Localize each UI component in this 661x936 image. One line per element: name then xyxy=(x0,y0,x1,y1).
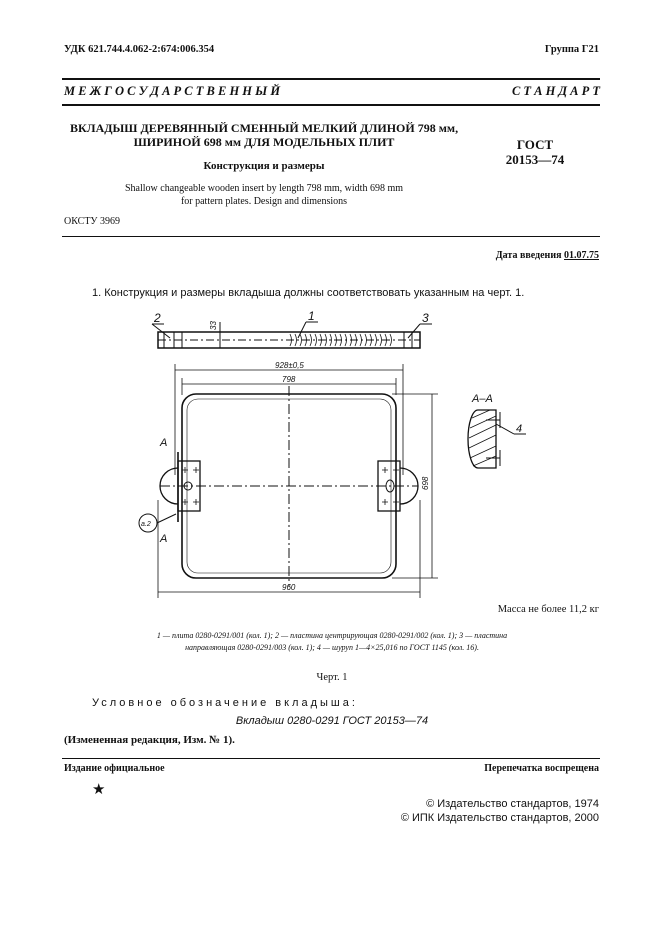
intro-date-label: Дата введения xyxy=(495,250,562,261)
dimension-928: 928±0,5 xyxy=(275,361,304,370)
section-mark-bottom: А xyxy=(160,533,168,545)
header-bottom-rule xyxy=(62,236,600,237)
technical-drawing xyxy=(130,300,550,605)
amendment-note: (Измененная редакция, Изм. № 1). xyxy=(64,734,235,746)
copyright-1974: © Издательство стандартов, 1974 xyxy=(426,798,599,810)
designation-label: Условное обозначение вкладыша: xyxy=(92,697,358,709)
callout-1: 1 xyxy=(308,309,315,323)
callout-3: 3 xyxy=(422,311,429,325)
okstu-code: ОКСТУ 3969 xyxy=(64,216,121,227)
gost-label: ГОСТ xyxy=(516,137,554,152)
callout-2: 2 xyxy=(154,311,161,325)
banner-word-1: М Е Ж Г О С У Д А Р С Т В Е Н Н Ы Й xyxy=(64,84,281,98)
section-mark-top: А xyxy=(160,437,168,449)
dimension-960: 960 xyxy=(282,583,296,592)
group-code: Группа Г21 xyxy=(544,44,599,55)
figure-caption: Черт. 1 xyxy=(316,672,348,683)
document-title xyxy=(64,121,464,149)
gost-code: 20153—74 xyxy=(505,152,565,167)
banner-bottom-rule xyxy=(62,104,600,106)
footer-rule xyxy=(62,758,600,759)
detail-mark: а.2 xyxy=(141,521,151,528)
drawing-legend xyxy=(64,630,600,654)
introduction-date xyxy=(496,250,599,261)
side-view xyxy=(152,309,432,348)
plan-view xyxy=(139,386,418,586)
title-line-1: ВКЛАДЫШ ДЕРЕВЯННЫЙ СМЕННЫЙ МЕЛКИЙ ДЛИНОЙ 798 мм, xyxy=(69,121,459,135)
dimension-698: 698 xyxy=(421,476,430,490)
gost-number xyxy=(500,137,570,167)
dimension-798: 798 xyxy=(282,375,296,384)
title-line-2: ШИРИНОЙ 698 мм ДЛЯ МОДЕЛЬНЫХ ПЛИТ xyxy=(133,135,395,149)
section-title: А–А xyxy=(472,393,493,405)
star-icon: ★ xyxy=(92,782,106,798)
document-subtitle: Конструкция и размеры xyxy=(203,160,325,172)
copyright-2000: © ИПК Издательство стандартов, 2000 xyxy=(400,812,599,824)
paragraph-1: 1. Конструкция и размеры вкладыша должны соответствовать указанным на черт. 1. xyxy=(92,287,525,299)
english-title-line-1: Shallow changeable wooden insert by length 798 mm, width 698 mm xyxy=(124,183,403,194)
section-a-a xyxy=(468,393,526,468)
english-title xyxy=(64,182,464,208)
top-rule xyxy=(62,78,600,80)
official-edition: Издание официальное xyxy=(64,763,165,774)
legend-line-1: 1 — плита 0280-0291/001 (кол. 1); 2 — пластина центрирующая 0280-0291/002 (кол. 1); 3 — пластина xyxy=(156,631,508,640)
thickness-dimension: 33 xyxy=(209,321,218,330)
intro-date-value: 01.07.75 xyxy=(564,250,599,261)
interstate-standard-banner xyxy=(64,84,600,99)
mass-note: Масса не более 11,2 кг xyxy=(497,604,599,615)
designation-value: Вкладыш 0280-0291 ГОСТ 20153—74 xyxy=(235,715,429,727)
banner-word-2: С Т А Н Д А Р Т xyxy=(511,84,600,98)
reprint-prohibited: Перепечатка воспрещена xyxy=(484,763,599,774)
callout-4: 4 xyxy=(516,423,523,435)
udc-code: УДК 621.744.4.062-2:674:006.354 xyxy=(64,44,215,55)
legend-line-2: направляющая 0280-0291/003 (кол. 1); 4 — шуруп 1—4×25,016 по ГОСТ 1145 (кол. 16). xyxy=(185,643,479,652)
english-title-line-2: for pattern plates. Design and dimensions xyxy=(180,196,348,207)
